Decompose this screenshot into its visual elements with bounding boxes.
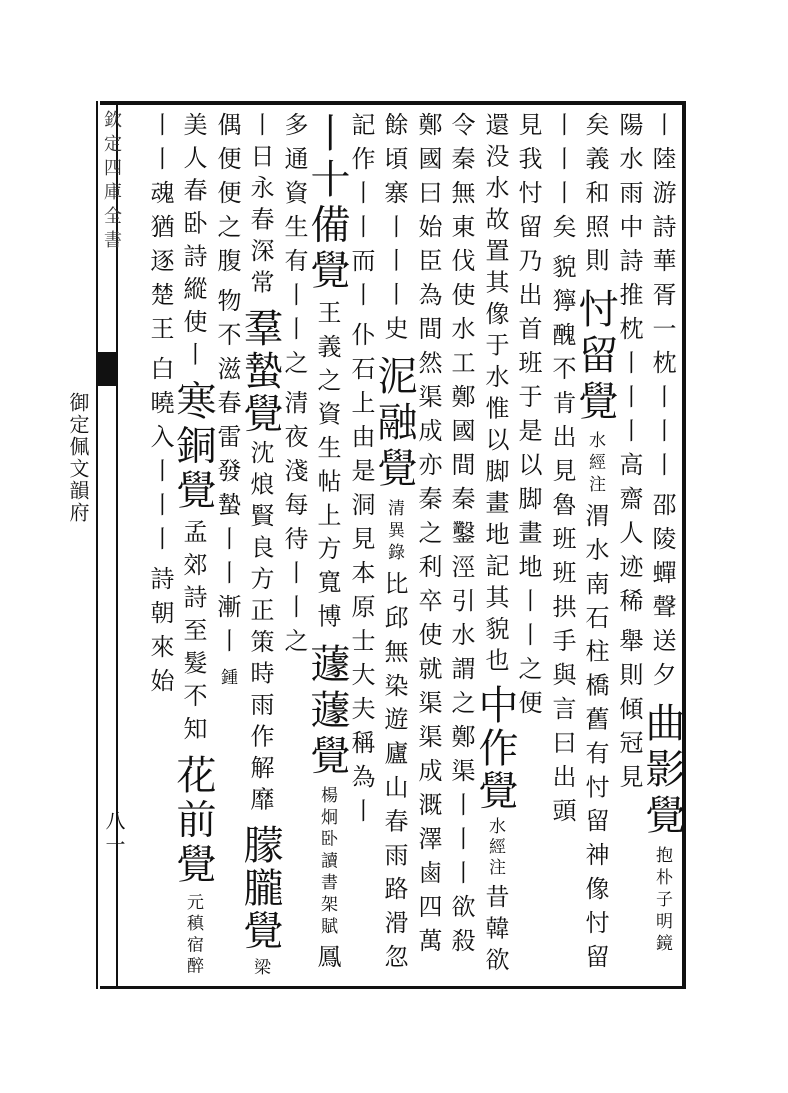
text-run: 邵陵蟬聲送夕 <box>648 492 676 696</box>
text-run: 仆石上由是洞見本原士大夫稱為丨 <box>347 322 375 832</box>
text-run: 比邱無染遊廬山春雨路滑忽 <box>380 571 408 978</box>
text-run: 矣義和照則 <box>581 112 609 282</box>
source-note: 水經注 <box>585 431 605 497</box>
entry-heading: 曲影覺 <box>639 702 685 840</box>
entry-heading: 花前覺 <box>170 754 216 888</box>
text-run: 陽水雨中詩推枕丨丨丨高齋人迹稀 <box>615 112 643 622</box>
source-note: 元稹宿醉 <box>183 893 203 978</box>
source-note: 鍾 <box>217 668 237 690</box>
text-run: 白曉入丨丨丨 <box>146 356 174 560</box>
text-run: 鳳 <box>313 944 341 978</box>
text-run: 丨日永春深常 <box>246 112 274 301</box>
text-run: 鄭國曰始臣為間然渠成亦秦之利卒使就渠渠成溉澤鹵四萬 <box>414 112 442 962</box>
text-run: 美人春卧詩縱使丨 <box>179 112 207 375</box>
text-run: 清夜淺每待丨丨之 <box>280 390 308 662</box>
entry-heading: 泥融覺 <box>371 355 417 493</box>
source-note: 水經注 <box>485 817 505 879</box>
entry-heading: 忖留覺 <box>572 288 618 426</box>
text-run: 偶便便之腹 <box>213 112 241 282</box>
text-run: 渭水南石柱橋舊有忖留神像忖留 <box>581 503 609 978</box>
text-run: 詩朝來始 <box>146 566 174 702</box>
entry-heading: 中作覺 <box>472 684 518 812</box>
text-run: 丨丨魂猶逐楚王 <box>146 112 174 350</box>
book-title: 御定佩文韻府 <box>66 392 90 524</box>
text-run: 王義之資生帖上方寬博 <box>313 300 341 637</box>
text-column <box>138 0 182 1093</box>
entry-heading: 丨十備覺 <box>304 112 350 295</box>
entry-heading: 羣蟄覺 <box>237 307 283 436</box>
fishtail-mark <box>98 352 118 386</box>
text-run: 舉則傾冠見 <box>615 628 643 798</box>
text-run: 多通資生有丨丨之 <box>280 112 308 384</box>
source-note: 梁 <box>250 958 270 979</box>
text-run: 見我忖留乃出首班于是以脚畫地丨丨之便 <box>514 112 542 724</box>
entry-heading: 朦朧覺 <box>237 824 283 953</box>
text-run: 令秦無東伐使水工鄭國間秦鑿涇引水謂之鄭渠丨丨丨欲殺 <box>447 112 475 962</box>
volume-mark: 欽定四庫全書 <box>101 110 122 254</box>
text-run: 物不滋春雷發蟄丨丨漸丨 <box>213 288 241 662</box>
source-note: 楊炯卧讀書架賦 <box>317 786 337 939</box>
text-run: 沈烺賢良方正策時雨作解靡 <box>246 440 274 818</box>
text-run: 昔韓欲 <box>481 884 509 979</box>
text-run: 還没水故置其像于水惟以脚畫地記其貌也 <box>481 112 509 679</box>
text-run: 孟郊詩至髮不知 <box>179 519 207 749</box>
page-number: 八一 <box>102 810 126 858</box>
text-run: 餘頃寨丨丨丨史 <box>380 112 408 350</box>
source-note: 抱朴子明鏡 <box>652 846 672 956</box>
entry-heading: 蘧蘧覺 <box>304 643 350 780</box>
text-run: 記作丨丨而丨 <box>347 112 375 316</box>
text-run: 貌獰醜不肯出見魯班班拱手與言曰出頭 <box>548 254 576 832</box>
entry-heading: 寒銅覺 <box>170 380 216 514</box>
text-run: 丨丨丨矣 <box>548 112 576 248</box>
text-run: 丨陸游詩華胥一枕丨丨丨 <box>648 112 676 486</box>
source-note: 清異錄 <box>384 499 404 565</box>
